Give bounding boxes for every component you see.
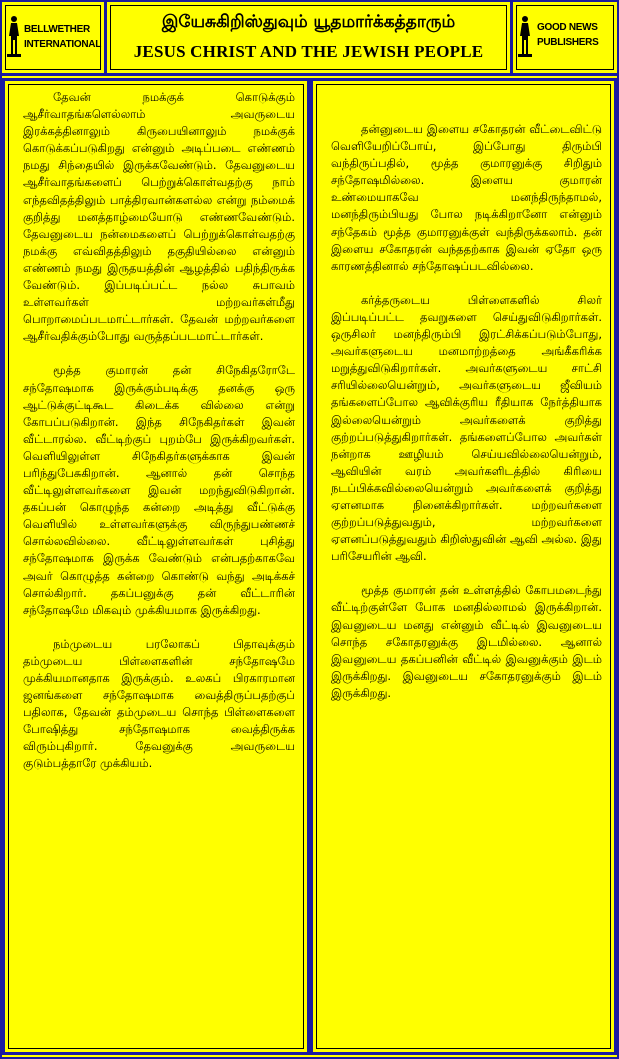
right-logo-box xyxy=(513,2,617,73)
title-english: JESUS CHRIST AND THE JEWISH PEOPLE xyxy=(133,42,484,61)
left-logo-text: BELLWETHER INTERNATIONAL xyxy=(24,24,102,50)
right-logo-text: GOOD NEWS PUBLISHERS xyxy=(537,22,599,48)
left-paragraph-2: மூத்த குமாரன் தன் சிநேகிதரோடே சந்தோஷமாக இருக்கும்படிக்கு தனக்கு ஒரு ஆட்டுக்குட்டிகூட கிடைக்க வில்லை என்று கோபப்படுகிறான். இந்த சிநேகிதர்கள் இவன் வீட்டாரல்ல. வீட்டிற்குப் புறம்பே இருக்கிறவர்கள். வெளியிலுள்ள சிநேகிதர்களுக்காக இவன் பரிந்துபேசுகிறான். ஆனால் தன் சொந்த வீட்டிலுள்ளவர்களை இவன் மறந்துவிடுகிறான். தகப்பன் கொழுந்த கன்றை அடித்து வீட்டுக்கு வெளியில் உள்ளவர்களுக்கு விருந்துபண்ணச் சொல்லவில்லை. வீட்டிலுள்ளவர்கள் புசித்து சந்தோஷமாக இருக்க வேண்டும் என்பதற்காகவே அவர் கொழுத்த கன்றை கொண்டு வந்து அடிக்கச் சொல்கிறார். தகப்பனுக்கு தன் வீட்டாரின் சந்தோஷமே மிகவும் முக்கியமாக இருக்கிறது. xyxy=(23,363,295,617)
right-paragraph-3: மூத்த குமாரன் தன் உள்ளத்தில் கோபமடைந்து வீட்டிற்குள்ளே போக மனதில்லாமல் இருக்கிறான். இவனுடைய மனது என்னும் வீட்டில் இவனுடைய சொந்த சகோதரனுக்கு இடமில்லை. ஆனால் இவனுடைய தகப்பனின் வீட்டில் இவனுக்கும் இடம் இருக்கிறது. இவனுடைய சகோதரனுக்கும் இடம் இருக்கிறது. xyxy=(331,583,602,700)
header-banner xyxy=(2,2,617,76)
right-column-text xyxy=(331,121,602,719)
right-column xyxy=(310,78,617,1055)
left-logo-box xyxy=(2,2,107,73)
right-paragraph-2: கர்த்தருடைய பிள்ளைகளில் சிலர் இப்படிப்பட்ட தவறுகளை செய்துவிடுகிறார்கள். ஒருசிலர் மனந்திரும்பி இரட்சிக்கப்படும்போது, அவர்களுடைய மனமாற்றத்தை அங்கீகரிக்க மறுத்துவிடுகிறார்கள். அவர்களுடைய சாட்சி சரியில்லையென்றும், அவர்களுடைய ஜீவியம் தங்களைப்போல ஆவிக்குரிய ரீதியாக நேர்த்தியாக இல்லையென்றும் அவர்களைக் குறித்து குற்றப்படுத்துகிறார்கள். தங்களைப்போல அவர்கள் நன்றாக ஊழியம் செய்யவில்லையென்றும், ஆவியின் வரம் அவர்களிடத்தில் கிரியை நடப்பிக்கவில்லையென்றும் அவர்களைக் குறித்து ஏளனமாக நினைக்கிறார்கள். மற்றவர்களை குற்றப்படுத்துவதும், மற்றவர்களை ஏளனப்படுத்துவதும் கிறிஸ்துவின் ஆவி அல்ல. இது பரிசேயரின் ஆவி. xyxy=(331,292,602,564)
left-column-text xyxy=(23,89,295,790)
bellwether-figure-icon xyxy=(7,14,21,58)
right-paragraph-1: தன்னுடைய இளைய சகோதரன் வீட்டைவிட்டு வெளியேறிப்போய், இப்போது திரும்பி வந்திருப்பதில், மூத்த குமாரனுக்கு சிறிதும் சந்தோஷமில்லை. இளைய குமாரன் உண்மையாகவே மனந்திருந்தாமல், மனந்திரும்பியது போல நடிக்கிறானோ என்னும் சந்தேகம் மூத்த குமாரனுக்குள் வந்திருக்கலாம். தன் இளைய சகோதரன் வந்ததற்காக இவன் ஏதோ ஒரு காரணத்தினால் சந்தோஷப்படவில்லை. xyxy=(331,122,602,273)
left-paragraph-3: நம்முடைய பரலோகப் பிதாவுக்கும் தம்முடைய பிள்ளைகளின் சந்தோஷமே முக்கியமானதாக இருக்கும். உலகப் பிரகாரமான ஜனங்களை சந்தோஷமாக வைத்திருப்பதற்குப் பதிலாக, தேவன் தம்முடைய சொந்த பிள்ளைகளை போஷித்து சந்தோஷமாக வைத்திருக்க விரும்புகிறார். தேவனுக்கு அவருடைய குடும்பத்தாரே முக்கியம். xyxy=(23,636,295,771)
left-paragraph-1: தேவன் நமக்குக் கொடுக்கும் ஆசீர்வாதங்களெல்லாம் அவருடைய இரக்கத்தினாலும் கிருபையினாலும் நமக்குக் கொடுக்கப்படுகிறது என்னும் அடிப்படை எண்ணம் நமது சிந்தையில் இருக்கவேண்டும். தேவனுடைய ஆசீர்வாதங்களைப் பெற்றுக்கொள்வதற்கு நாம் எந்தவிதத்திலும் பாத்திரவான்களல்ல என்று நம்மைக் குறித்து மனத்தாழ்மையோடு எண்ணவேண்டும். தேவனுடைய நன்மைகளைப் பெற்றுக்கொள்வதற்கு நமக்கு எவ்விதத்திலும் தகுதியில்லை என்னும் எண்ணம் நமது இருதயத்தின் ஆழத்தில் பதிந்திருக்க வேண்டும். இப்படிப்பட்ட நல்ல சுபாவம் உள்ளவர்கள் மற்றவர்கள்மீது பொறாமைப்படமாட்டார்கள். தேவன் மற்றவர்களை ஆசீர்வதிக்கும்போது வருத்தப்படமாட்டார்கள். xyxy=(23,90,295,344)
title-box xyxy=(107,2,513,73)
good-news-figure-icon xyxy=(518,14,532,58)
left-column xyxy=(2,78,310,1055)
title-tamil: இயேசுகிறிஸ்துவும் யூதமார்க்கத்தாரும் xyxy=(161,12,456,32)
